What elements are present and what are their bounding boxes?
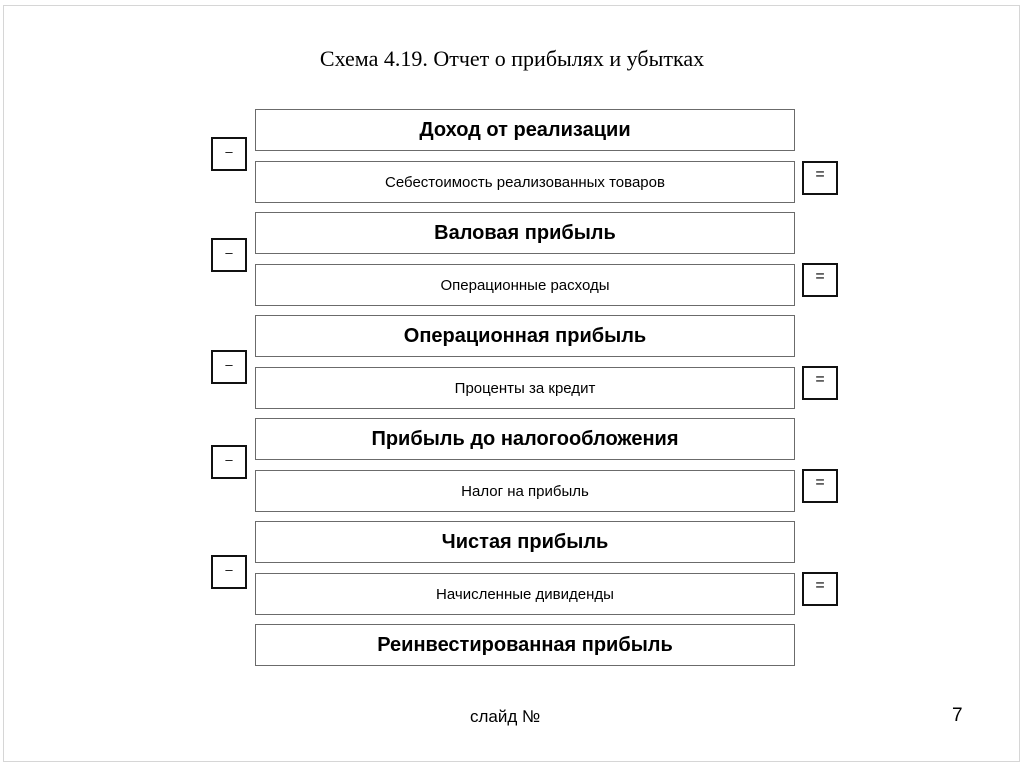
row-label: Операционные расходы [440,276,610,294]
minus-operator: – [211,350,247,384]
row-label: Доход от реализации [419,118,631,141]
row-label: Начисленные дивиденды [436,585,614,603]
row-label: Налог на прибыль [461,482,589,500]
row-income-tax [255,470,795,512]
row-net-profit [255,521,795,563]
row-reinvested-profit [255,624,795,666]
row-gross-profit [255,212,795,254]
equals-operator: = [802,572,838,606]
row-label: Чистая прибыль [441,530,609,553]
row-pretax-profit [255,418,795,460]
slide-title: Схема 4.19. Отчет о прибылях и убытках [319,46,705,71]
row-label: Реинвестированная прибыль [377,633,673,656]
equals-operator: = [802,263,838,297]
row-label: Себестоимость реализованных товаров [385,173,665,191]
minus-operator: – [211,238,247,272]
row-label: Валовая прибыль [434,221,616,244]
row-label: Прибыль до налогообложения [371,427,679,450]
row-operating-expenses [255,264,795,306]
row-label: Операционная прибыль [403,324,647,347]
equals-operator: = [802,161,838,195]
row-operating-profit [255,315,795,357]
equals-operator: = [802,469,838,503]
minus-operator: – [211,445,247,479]
equals-operator: = [802,366,838,400]
row-cost-of-goods-sold [255,161,795,203]
slide-footer-label: слайд № [470,707,541,726]
row-dividends [255,573,795,615]
row-interest [255,367,795,409]
minus-operator: – [211,555,247,589]
row-label: Проценты за кредит [454,379,596,397]
row-revenue [255,109,795,151]
minus-operator: – [211,137,247,171]
slide-page-number: 7 [952,705,963,726]
